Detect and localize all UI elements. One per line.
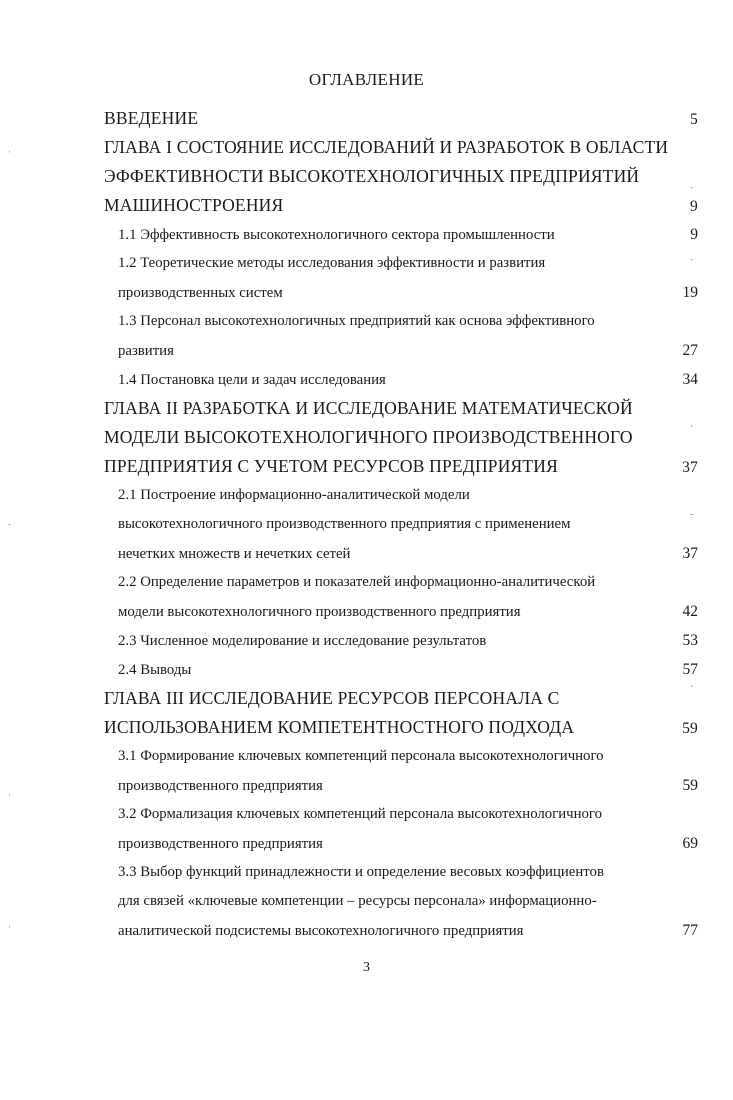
toc-entry-line: [104, 191, 698, 220]
scan-speck: ˎ: [690, 178, 694, 189]
toc-chapter-entry: [104, 104, 698, 133]
toc-entry-line: [104, 452, 698, 481]
toc-entry-text: 1.1 Эффективность высокотехнологичного сектора промышленности: [118, 227, 555, 243]
toc-chapter-entry: [104, 133, 698, 220]
toc-page-number: 57: [682, 661, 698, 678]
page-number: 3: [363, 960, 370, 975]
toc-page-number: 59: [682, 777, 698, 794]
toc-entry-text: 1.4 Постановка цели и задач исследования: [118, 372, 386, 388]
toc-entry-line: [104, 104, 698, 133]
toc-section-entry: [104, 742, 698, 800]
toc-entry-text: ИСПОЛЬЗОВАНИЕМ КОМПЕТЕНТНОСТНОГО ПОДХОДА: [104, 717, 575, 737]
toc-entry-text: ГЛАВА II РАЗРАБОТКА И ИССЛЕДОВАНИЕ МАТЕМАТИЧЕСКОЙ: [104, 398, 633, 418]
scan-speck: ˈ: [8, 925, 12, 936]
table-of-contents: [104, 104, 698, 945]
scan-speck: ˈ: [8, 150, 12, 161]
toc-section-entry: [104, 249, 698, 307]
toc-section-entry: [104, 365, 698, 394]
toc-entry-line: [104, 481, 698, 510]
toc-entry-text: ПРЕДПРИЯТИЯ С УЧЕТОМ РЕСУРСОВ ПРЕДПРИЯТИЯ: [104, 456, 559, 476]
scan-speck: ˏ: [8, 515, 12, 526]
toc-entry-line: [104, 133, 698, 162]
toc-entry-line: [104, 829, 698, 858]
toc-entry-line: [104, 800, 698, 829]
toc-entry-text: 2.2 Определение параметров и показателей информационно-аналитической: [118, 574, 596, 590]
toc-entry-text: 1.3 Персонал высокотехнологичных предприятий как основа эффективного: [118, 313, 595, 329]
toc-entry-text: МОДЕЛИ ВЫСОКОТЕХНОЛОГИЧНОГО ПРОИЗВОДСТВЕННОГО: [104, 427, 633, 447]
toc-entry-text: 1.2 Теоретические методы исследования эффективности и развития: [118, 255, 546, 271]
scan-speck: ˋ: [690, 685, 694, 696]
toc-entry-text: для связей «ключевые компетенции – ресурсы персонала» информационно-: [118, 893, 597, 909]
toc-section-entry: [104, 568, 698, 626]
toc-page-number: 5: [690, 111, 698, 128]
toc-section-entry: [104, 858, 698, 945]
toc-page-number: 19: [682, 284, 698, 301]
toc-section-entry: [104, 481, 698, 568]
toc-page-number: 34: [682, 371, 698, 388]
toc-entry-line: [104, 713, 698, 742]
toc-page-number: 27: [682, 342, 698, 359]
toc-entry-text: ВВЕДЕНИЕ: [104, 108, 199, 128]
toc-chapter-entry: [104, 684, 698, 742]
toc-entry-text: 2.3 Численное моделирование и исследование результатов: [118, 633, 487, 649]
toc-entry-text: производственных систем: [118, 285, 283, 301]
toc-entry-line: [104, 423, 698, 452]
toc-entry-text: 3.2 Формализация ключевых компетенций персонала высокотехнологичного: [118, 806, 603, 822]
toc-entry-text: ГЛАВА III ИССЛЕДОВАНИЕ РЕСУРСОВ ПЕРСОНАЛА С: [104, 688, 560, 708]
toc-entry-text: высокотехнологичного производственного предприятия с применением: [118, 516, 571, 532]
toc-page-number: 42: [682, 603, 698, 620]
toc-entry-line: [104, 684, 698, 713]
toc-page-number: 9: [690, 198, 698, 215]
scan-speck: ˋ: [690, 425, 694, 436]
toc-page-number: 59: [682, 720, 698, 737]
toc-entry-text: аналитической подсистемы высокотехнологичного предприятия: [118, 923, 524, 939]
toc-entry-line: [104, 220, 698, 249]
toc-page-number: 69: [682, 835, 698, 852]
toc-entry-text: нечетких множеств и нечетких сетей: [118, 546, 351, 562]
scan-speck: ˍ: [690, 505, 694, 516]
toc-section-entry: [104, 800, 698, 858]
toc-entry-line: [104, 336, 698, 365]
toc-entry-line: [104, 307, 698, 336]
toc-entry-line: [104, 394, 698, 423]
toc-section-entry: [104, 655, 698, 684]
toc-section-entry: [104, 307, 698, 365]
toc-entry-text: 3.3 Выбор функций принадлежности и определение весовых коэффициентов: [118, 864, 604, 880]
toc-page-number: 37: [682, 545, 698, 562]
toc-section-entry: [104, 626, 698, 655]
toc-entry-text: ЭФФЕКТИВНОСТИ ВЫСОКОТЕХНОЛОГИЧНЫХ ПРЕДПРИЯТИЙ: [104, 166, 640, 186]
toc-entry-text: ГЛАВА I СОСТОЯНИЕ ИССЛЕДОВАНИЙ И РАЗРАБОТОК В ОБЛАСТИ: [104, 137, 669, 157]
toc-entry-line: [104, 742, 698, 771]
toc-entry-text: развития: [118, 343, 174, 359]
toc-page-number: 53: [682, 632, 698, 649]
toc-entry-text: 3.1 Формирование ключевых компетенций персонала высокотехнологичного: [118, 748, 604, 764]
toc-entry-line: [104, 249, 698, 278]
toc-entry-text: 2.1 Построение информационно-аналитической модели: [118, 487, 470, 503]
toc-entry-line: [104, 365, 698, 394]
toc-entry-text: производственного предприятия: [118, 778, 323, 794]
toc-entry-line: [104, 887, 698, 916]
scan-speck: ˏ: [690, 250, 694, 261]
toc-entry-line: [104, 278, 698, 307]
toc-page-number: 77: [682, 922, 698, 939]
toc-entry-line: [104, 916, 698, 945]
toc-entry-text: производственного предприятия: [118, 836, 323, 852]
toc-chapter-entry: [104, 394, 698, 481]
toc-entry-text: модели высокотехнологичного производственного предприятия: [118, 604, 521, 620]
toc-entry-line: [104, 510, 698, 539]
toc-entry-line: [104, 626, 698, 655]
page-title: ОГЛАВЛЕНИЕ: [308, 70, 425, 89]
toc-entry-line: [104, 655, 698, 684]
toc-entry-line: [104, 568, 698, 597]
toc-entry-line: [104, 771, 698, 800]
scan-speck: ˌ: [8, 785, 12, 796]
toc-section-entry: [104, 220, 698, 249]
toc-entry-line: [104, 597, 698, 626]
toc-page-number: 37: [682, 459, 698, 476]
toc-entry-line: [104, 162, 698, 191]
toc-entry-line: [104, 539, 698, 568]
toc-entry-text: 2.4 Выводы: [118, 662, 192, 678]
toc-entry-text: МАШИНОСТРОЕНИЯ: [104, 195, 284, 215]
toc-entry-line: [104, 858, 698, 887]
toc-page-number: 9: [690, 226, 698, 243]
